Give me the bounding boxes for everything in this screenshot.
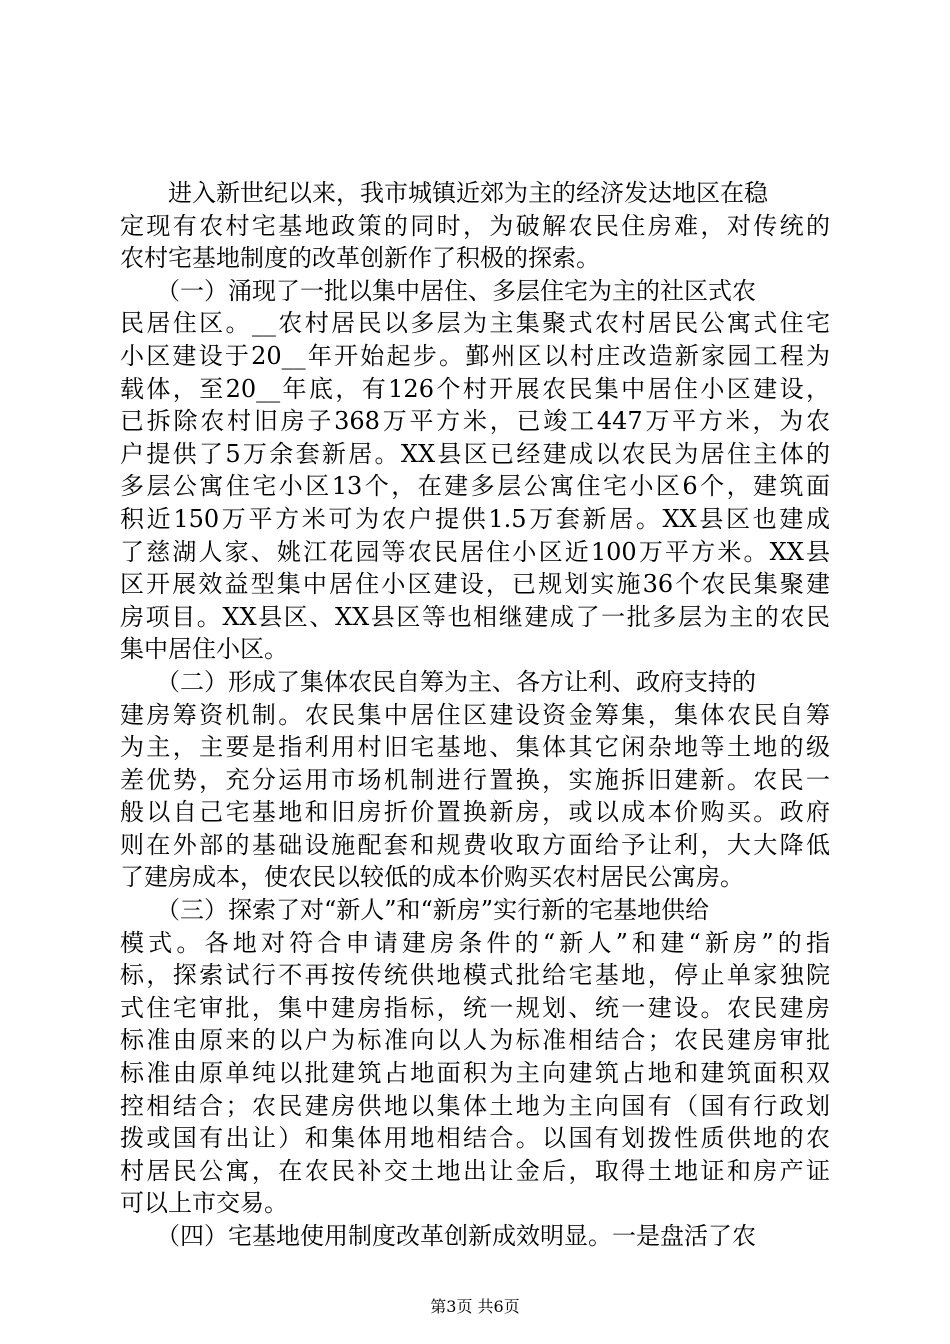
document-body bbox=[120, 177, 830, 1253]
text-line: 为主，主要是指利用村旧宅基地、集体其它闲杂地等土地的级 bbox=[120, 733, 830, 762]
text-line: 民居住区。__农村居民以多层为主集聚式农村居民公寓式住宅 bbox=[120, 309, 830, 338]
text-line: 农村宅基地制度的改革创新作了积极的探索。 bbox=[120, 244, 600, 273]
text-line: 已拆除农村旧房子368万平方米，已竣工447万平方米，为农 bbox=[120, 407, 830, 436]
text-line: 积近150万平方米可为农户提供1.5万套新居。XX县区也建成 bbox=[120, 504, 830, 533]
text-line: 则在外部的基础设施配套和规费收取方面给予让利，大大降低 bbox=[120, 830, 830, 859]
text-line: 区开展效益型集中居住小区建设，已规划实施36个农民集聚建 bbox=[120, 570, 830, 599]
text-line: 定现有农村宅基地政策的同时，为破解农民住房难，对传统的 bbox=[120, 211, 830, 240]
text-line: 般以自己宅基地和旧房折价置换新房，或以成本价购买。政府 bbox=[120, 798, 830, 827]
page-number-footer: 第3页 共6页 bbox=[430, 1297, 520, 1316]
text-line: 了建房成本，使农民以较低的成本价购买农村居民公寓房。 bbox=[120, 863, 744, 892]
text-line: 集中居住小区。 bbox=[120, 635, 288, 664]
text-line: 房项目。XX县区、XX县区等也相继建成了一批多层为主的农民 bbox=[120, 602, 830, 631]
text-line: 标准由原单纯以批建筑占地面积为主向建筑占地和建筑面积双 bbox=[120, 1059, 830, 1088]
text-line: 差优势，充分运用市场机制进行置换，实施拆旧建新。农民一 bbox=[120, 765, 830, 794]
text-line: 拨或国有出让）和集体用地相结合。以国有划拨性质供地的农 bbox=[120, 1124, 830, 1153]
text-line: 了慈湖人家、姚江花园等农民居住小区近100万平方米。XX县 bbox=[120, 537, 830, 566]
text-line: 控相结合；农民建房供地以集体土地为主向国有（国有行政划 bbox=[120, 1091, 830, 1120]
text-line: （二）形成了集体农民自筹为主、各方让利、政府支持的 bbox=[120, 667, 756, 696]
text-line: （一）涌现了一批以集中居住、多层住宅为主的社区式农 bbox=[120, 276, 756, 305]
text-line: 建房筹资机制。农民集中居住区建设资金筹集，集体农民自筹 bbox=[120, 700, 830, 729]
text-line: 进入新世纪以来，我市城镇近郊为主的经济发达地区在稳 bbox=[120, 179, 768, 207]
text-line: 村居民公寓，在农民补交土地出让金后，取得土地证和房产证 bbox=[120, 1156, 830, 1185]
text-line: （三）探索了对“新人”和“新房”实行新的宅基地供给 bbox=[120, 896, 710, 925]
text-line: 标准由原来的以户为标准向以人为标准相结合；农民建房审批 bbox=[120, 1026, 830, 1055]
text-line: 式住宅审批，集中建房指标，统一规划、统一建设。农民建房 bbox=[120, 993, 830, 1022]
text-line: 载体，至20__年底，有126个村开展农民集中居住小区建设， bbox=[120, 374, 830, 403]
text-line: 标，探索试行不再按传统供地模式批给宅基地，停止单家独院 bbox=[120, 961, 830, 990]
text-line: （四）宅基地使用制度改革创新成效明显。一是盘活了农 bbox=[120, 1222, 756, 1250]
text-line: 多层公寓住宅小区13个，在建多层公寓住宅小区6个，建筑面 bbox=[120, 472, 830, 501]
text-line: 小区建设于20__年开始起步。鄞州区以村庄改造新家园工程为 bbox=[120, 341, 830, 370]
text-line: 模式。各地对符合申请建房条件的“新人”和建“新房”的指 bbox=[120, 928, 830, 957]
text-line: 户提供了5万余套新居。XX县区已经建成以农民为居住主体的 bbox=[120, 439, 830, 468]
text-line: 可以上市交易。 bbox=[120, 1189, 288, 1218]
